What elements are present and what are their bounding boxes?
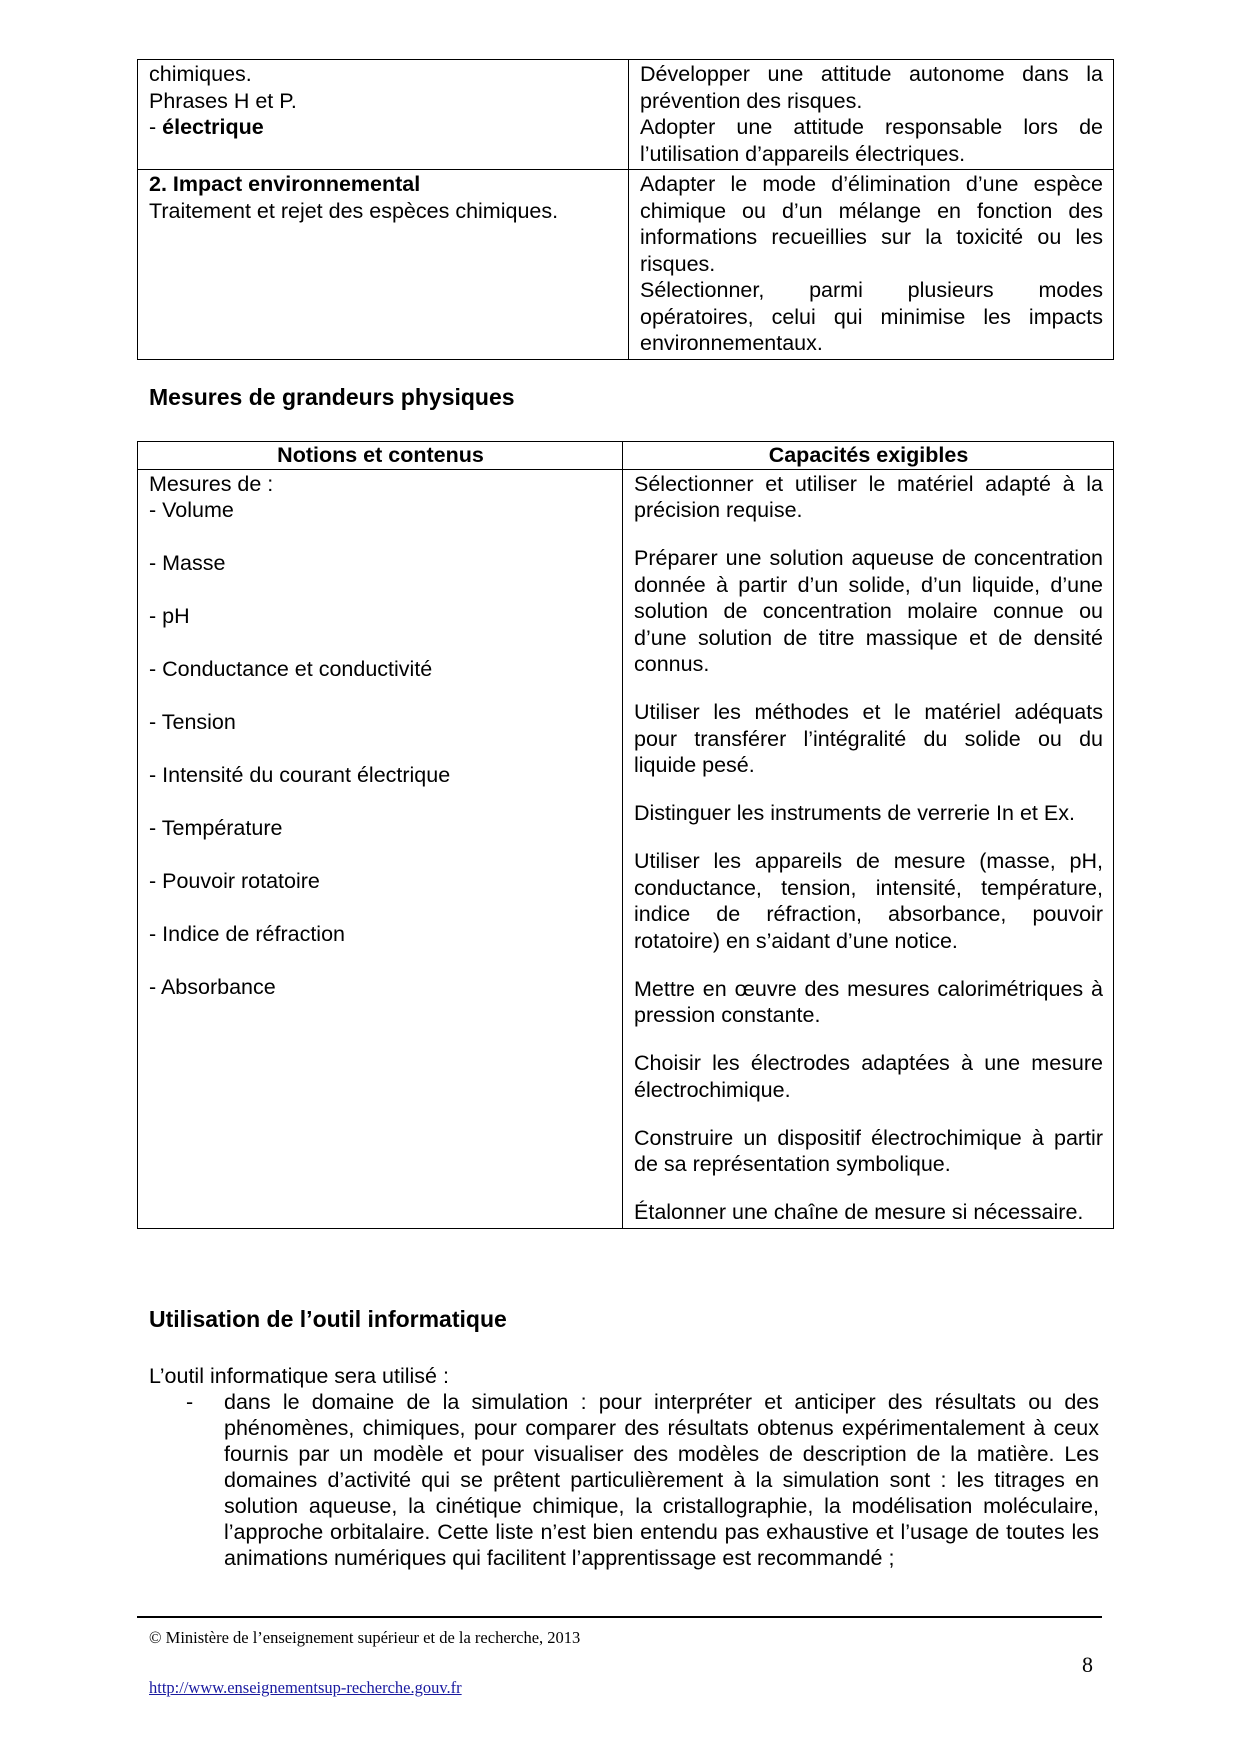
notion-item: - Indice de réfraction: [149, 922, 345, 946]
notion-line: Traitement et rejet des espèces chimiques.: [149, 198, 559, 223]
table-header-row: [138, 442, 1114, 470]
capacity-cell: [629, 170, 1114, 360]
notion-item: - Température: [149, 816, 283, 840]
dash: -: [149, 115, 163, 139]
notion-line: chimiques.: [149, 62, 252, 86]
capacity-cell: [629, 60, 1114, 170]
footer-copyright: © Ministère de l’enseignement supérieur et de la recherche, 2013: [149, 1628, 581, 1647]
bullet-text: dans le domaine de la simulation : pour interpréter et anticiper des résultats ou des phénomènes, chimiques, pour comparer des résultats obtenus expérimentalement à ceux fournis par un modèle et pour visualiser des modèles de description de la matière. Les domaines d’activité qui se prêtent particulièrement à la simulation sont : les titrages en solution aqueuse, la cinétique chimique, la cristallographie, la modélisation moléculaire, l’approche orbitalaire. Cette liste n’est bien entendu pas exhaustive et l’usage de toutes les animations numériques qui facilitent l’apprentissage est recommandé ;: [224, 1390, 1099, 1570]
section-title-mesures: Mesures de grandeurs physiques: [149, 384, 515, 410]
capacity-item: Utiliser les appareils de mesure (masse, pH, conductance, tension, intensité, température, indice de réfraction, absorbance, pouvoir rotatoire) en s’aidant d’une notice.: [634, 849, 1103, 953]
bullet-dash: -: [186, 1390, 194, 1414]
capacity-text: Adopter une attitude responsable lors de l’utilisation d’appareils électriques.: [640, 115, 1103, 166]
notion-cell: [138, 170, 629, 360]
section-intro: L’outil informatique sera utilisé :: [149, 1364, 449, 1388]
notion-item: - Masse: [149, 551, 226, 575]
notion-item: - Pouvoir rotatoire: [149, 869, 320, 893]
capacites-cell: [623, 469, 1114, 1228]
column-header-capacites: Capacités exigibles: [623, 442, 1114, 470]
page-number: 8: [1082, 1652, 1093, 1677]
notion-line: Phrases H et P.: [149, 88, 297, 113]
capacity-item: Préparer une solution aqueuse de concentration donnée à partir d’un solide, d’un liquide, d’une solution de concentration molaire connue ou d’une solution de titre massique et de densité connus.: [634, 546, 1103, 676]
notions-intro: Mesures de :: [149, 471, 274, 496]
capacity-item: Distinguer les instruments de verrerie In et Ex.: [634, 801, 1075, 825]
section-title-informatique: Utilisation de l’outil informatique: [149, 1306, 507, 1332]
capacity-text: Sélectionner, parmi plusieurs modes opératoires, celui qui minimise les impacts environnementaux.: [640, 278, 1103, 355]
capacity-item: Choisir les électrodes adaptées à une mesure électrochimique.: [634, 1051, 1103, 1102]
notion-cell: [138, 60, 629, 170]
notion-title: 2. Impact environnemental: [149, 172, 421, 196]
list-item: [149, 1389, 1099, 1571]
column-header-notions: Notions et contenus: [138, 442, 623, 470]
table-row: [138, 469, 1114, 1228]
capacity-text: Adapter le mode d’élimination d’une espèce chimique ou d’un mélange en fonction des informations recueillies sur la toxicité ou les risques.: [640, 172, 1103, 276]
table-row: [138, 170, 1114, 360]
capacity-item: Étalonner une chaîne de mesure si nécessaire.: [634, 1200, 1084, 1224]
bullet-list: [149, 1389, 1099, 1571]
notion-item: - Intensité du courant électrique: [149, 763, 451, 787]
capacity-item: Mettre en œuvre des mesures calorimétriques à pression constante.: [634, 976, 1103, 1027]
measures-table: [137, 441, 1114, 1229]
notion-item: - Conductance et conductivité: [149, 657, 433, 681]
capacity-item: Utiliser les méthodes et le matériel adéquats pour transférer l’intégralité du solide ou du liquide pesé.: [634, 700, 1103, 777]
notion-item: - Tension: [149, 710, 236, 734]
safety-table: [137, 59, 1114, 360]
footer-link[interactable]: http://www.enseignementsup-recherche.gouv.fr: [149, 1678, 462, 1697]
capacity-text: Développer une attitude autonome dans la prévention des risques.: [640, 62, 1103, 113]
notion-item: - Absorbance: [149, 975, 276, 999]
notion-bold: électrique: [162, 115, 264, 139]
capacity-item: Construire un dispositif électrochimique à partir de sa représentation symbolique.: [634, 1125, 1103, 1176]
notions-cell: [138, 469, 623, 1228]
footer-divider: [137, 1616, 1102, 1618]
table-row: [138, 60, 1114, 170]
notion-item: - pH: [149, 604, 190, 628]
capacity-item: Sélectionner et utiliser le matériel adapté à la précision requise.: [634, 471, 1103, 522]
notion-line-electrique: [149, 114, 618, 141]
notion-item: - Volume: [149, 498, 234, 522]
